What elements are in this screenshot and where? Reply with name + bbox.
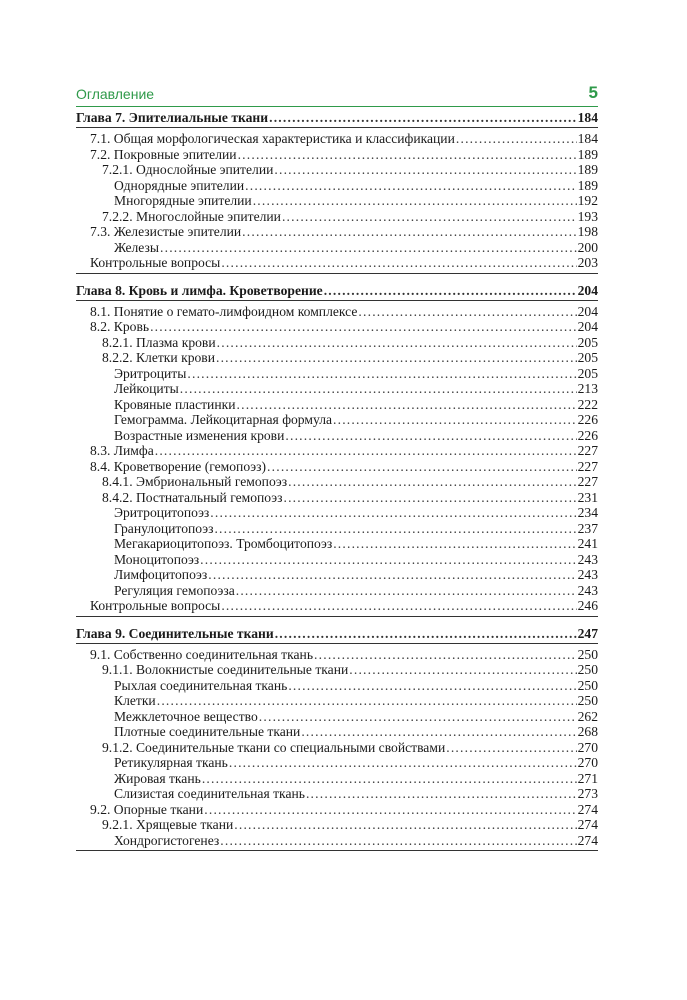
dot-leader <box>157 693 577 709</box>
toc-entry-title: Железы <box>114 239 160 255</box>
chapter-section <box>76 109 598 274</box>
toc-entry-title: 8.1. Понятие о гемато-лимфоидном комплексе <box>90 303 358 319</box>
toc-entry-title: 7.3. Железистые эпителии <box>90 224 242 239</box>
toc-page-number: 192 <box>577 193 598 208</box>
toc-entry[interactable] <box>76 678 598 694</box>
toc-page-number: 205 <box>577 350 598 365</box>
toc-entry[interactable] <box>76 209 598 225</box>
toc-page-number: 250 <box>577 646 598 662</box>
toc-entry[interactable] <box>76 490 598 506</box>
toc-page-number: 184 <box>577 110 598 125</box>
toc-entry-title: Межклеточное вещество <box>114 708 258 724</box>
toc-page-number: 271 <box>577 770 598 786</box>
toc-entry[interactable] <box>76 428 598 444</box>
toc-entry-title: Слизистая соединительная ткань <box>114 786 305 801</box>
toc-entry-title: Мегакариоцитопоэз. Тромбоцитопоэз <box>114 536 333 551</box>
toc-entry[interactable] <box>76 350 598 366</box>
dot-leader <box>285 428 576 444</box>
toc-entry-title: Гранулоцитопоэз <box>114 520 214 536</box>
dot-leader <box>282 209 577 225</box>
toc-entry[interactable] <box>76 366 598 382</box>
toc-entry-title: 9.1. Собственно соединительная ткань <box>90 646 314 662</box>
toc-page-number: 250 <box>577 662 598 677</box>
toc-entry[interactable] <box>76 381 598 397</box>
dot-leader <box>150 319 577 335</box>
toc-page-number: 270 <box>577 739 598 755</box>
dot-leader <box>288 678 576 694</box>
toc-page-number: 205 <box>577 365 598 381</box>
toc-page-number: 243 <box>577 567 598 582</box>
toc-entry[interactable] <box>76 304 598 320</box>
dot-leader <box>237 397 577 413</box>
header-divider <box>76 106 598 107</box>
dot-leader <box>187 366 576 382</box>
dot-leader <box>274 162 576 178</box>
dot-leader <box>202 771 577 787</box>
toc-page-number: 198 <box>577 224 598 239</box>
table-of-contents <box>76 109 598 851</box>
toc-page-number: 274 <box>577 801 598 817</box>
toc-entry[interactable] <box>76 693 598 709</box>
dot-leader <box>314 647 577 663</box>
dot-leader <box>155 443 577 459</box>
toc-page-number: 227 <box>577 458 598 474</box>
toc-page-number: 262 <box>577 708 598 724</box>
toc-page-number: 246 <box>577 598 598 613</box>
dot-leader <box>200 552 576 568</box>
toc-entry-title: 8.4. Кроветворение (гемопоэз) <box>90 458 267 474</box>
toc-page-number: 234 <box>577 505 598 520</box>
toc-entry[interactable] <box>76 397 598 413</box>
toc-entry[interactable] <box>76 412 598 428</box>
dot-leader <box>324 282 577 300</box>
toc-entry-title: Многорядные эпителии <box>114 193 252 208</box>
toc-entry[interactable] <box>76 240 598 256</box>
toc-entry-title: Рыхлая соединительная ткань <box>114 677 288 693</box>
toc-entry-title: 7.2. Покровные эпителии <box>90 146 237 162</box>
toc-entry[interactable] <box>76 567 598 583</box>
toc-entry-title: Лейкоциты <box>114 381 179 396</box>
dot-leader <box>269 109 577 127</box>
toc-page-number: 273 <box>577 786 598 801</box>
dot-leader <box>301 724 576 740</box>
chapter-section <box>76 625 598 852</box>
toc-entry-title: Клетки <box>114 693 156 708</box>
toc-entry[interactable] <box>76 724 598 740</box>
chapter-entries <box>76 300 598 616</box>
toc-entry-title: Кровяные пластинки <box>114 396 236 412</box>
dot-leader <box>221 255 576 271</box>
toc-entry-title: 8.3. Лимфа <box>90 443 154 458</box>
running-head-title: Оглавление <box>76 86 155 102</box>
toc-entry[interactable] <box>76 771 598 787</box>
toc-page-number: 184 <box>577 131 598 146</box>
dot-leader <box>349 662 576 678</box>
toc-entry[interactable] <box>76 319 598 335</box>
toc-entry-title: Регуляция гемопоэза <box>114 582 235 598</box>
toc-entry[interactable] <box>76 505 598 521</box>
toc-entry[interactable] <box>76 786 598 802</box>
toc-entry-title: Жировая ткань <box>114 770 201 786</box>
toc-page-number: 237 <box>577 520 598 536</box>
toc-page-number: 243 <box>577 551 598 567</box>
chapter-heading[interactable] <box>76 625 598 643</box>
toc-entry[interactable] <box>76 255 598 271</box>
toc-page-number: 227 <box>577 474 598 489</box>
toc-entry[interactable] <box>76 583 598 599</box>
dot-leader <box>242 224 576 240</box>
dot-leader <box>259 709 577 725</box>
toc-page-number: 204 <box>577 319 598 334</box>
toc-entry-title: 8.2.1. Плазма крови <box>102 334 216 350</box>
dot-leader <box>238 147 577 163</box>
toc-entry-title: Контрольные вопросы <box>90 255 221 270</box>
toc-page-number: 193 <box>577 208 598 224</box>
toc-entry-title: 8.4.1. Эмбриональный гемопоэз <box>102 474 288 489</box>
toc-entry[interactable] <box>76 131 598 147</box>
toc-entry[interactable] <box>76 755 598 771</box>
toc-entry[interactable] <box>76 224 598 240</box>
toc-entry-title: 8.2. Кровь <box>90 319 150 334</box>
toc-entry-title: Глава 9. Соединительные ткани <box>76 625 274 641</box>
toc-page-number: 205 <box>577 334 598 350</box>
toc-page-number: 250 <box>577 693 598 708</box>
dot-leader <box>275 625 577 643</box>
toc-page-number: 227 <box>577 443 598 458</box>
toc-entry-title: 9.2.1. Хрящевые ткани <box>102 817 234 832</box>
toc-entry-title: 9.1.2. Соединительные ткани со специальными свойствами <box>102 739 446 755</box>
toc-page-number: 243 <box>577 582 598 598</box>
toc-entry[interactable] <box>76 817 598 833</box>
dot-leader <box>236 583 577 599</box>
dot-leader <box>229 755 577 771</box>
toc-entry-title: Контрольные вопросы <box>90 598 221 613</box>
toc-entry[interactable] <box>76 459 598 475</box>
chapter-section <box>76 282 598 617</box>
toc-entry-title: 8.4.2. Постнатальный гемопоэз <box>102 489 283 505</box>
toc-page-number: 189 <box>577 162 598 177</box>
toc-entry[interactable] <box>76 709 598 725</box>
toc-entry-title: 8.2.2. Клетки крови <box>102 350 215 365</box>
toc-page-number: 222 <box>577 396 598 412</box>
dot-leader <box>214 521 576 537</box>
chapter-heading[interactable] <box>76 282 598 300</box>
toc-page-number: 231 <box>577 489 598 505</box>
chapter-entries <box>76 127 598 273</box>
toc-entry-title: Глава 7. Эпителиальные ткани <box>76 110 269 125</box>
toc-entry-title: Глава 8. Кровь и лимфа. Кроветворение <box>76 282 323 298</box>
toc-entry-title: Хондрогистогенез <box>114 832 220 848</box>
chapter-entries <box>76 643 598 851</box>
toc-entry[interactable] <box>76 474 598 490</box>
toc-page-number: 200 <box>577 239 598 255</box>
toc-entry[interactable] <box>76 662 598 678</box>
toc-entry-title: Лимфоцитопоэз <box>114 567 208 582</box>
toc-page-number: 226 <box>577 412 598 427</box>
toc-entry[interactable] <box>76 335 598 351</box>
toc-page-number: 274 <box>577 817 598 832</box>
toc-entry[interactable] <box>76 162 598 178</box>
dot-leader <box>253 193 577 209</box>
toc-entry[interactable] <box>76 647 598 663</box>
dot-leader <box>245 178 576 194</box>
toc-entry[interactable] <box>76 552 598 568</box>
chapter-heading[interactable] <box>76 109 598 127</box>
toc-entry[interactable] <box>76 147 598 163</box>
toc-page-number: 274 <box>577 832 598 848</box>
toc-entry-title: Гемограмма. Лейкоцитарная формула <box>114 412 333 427</box>
dot-leader <box>180 381 577 397</box>
toc-page-number: 204 <box>577 282 598 298</box>
page-number: 5 <box>588 83 598 102</box>
toc-entry-title: 9.1.1. Волокнистые соединительные ткани <box>102 662 349 677</box>
toc-page-number: 189 <box>577 177 598 193</box>
toc-page-number: 203 <box>577 255 598 270</box>
toc-entry-title: 7.1. Общая морфологическая характеристика и классификации <box>90 131 455 146</box>
toc-entry[interactable] <box>76 443 598 459</box>
dot-leader <box>160 240 577 256</box>
dot-leader <box>221 598 576 614</box>
dot-leader <box>333 412 577 428</box>
toc-page-number: 204 <box>577 303 598 319</box>
toc-entry-title: Эритроцитопоэз <box>114 505 210 520</box>
dot-leader <box>267 459 577 475</box>
toc-entry[interactable] <box>76 598 598 614</box>
toc-entry-title: Плотные соединительные ткани <box>114 724 301 739</box>
dot-leader <box>288 474 577 490</box>
dot-leader <box>217 335 577 351</box>
toc-page-number: 189 <box>577 146 598 162</box>
toc-entry-title: 9.2. Опорные ткани <box>90 801 204 817</box>
dot-leader <box>204 802 576 818</box>
dot-leader <box>456 131 577 147</box>
toc-entry[interactable] <box>76 536 598 552</box>
dot-leader <box>446 740 576 756</box>
toc-entry-title: Ретикулярная ткань <box>114 755 228 770</box>
toc-entry-title: 7.2.1. Однослойные эпителии <box>102 162 274 177</box>
toc-entry[interactable] <box>76 833 598 849</box>
dot-leader <box>220 833 576 849</box>
toc-page-number: 268 <box>577 724 598 739</box>
dot-leader <box>216 350 577 366</box>
toc-entry-title: Однорядные эпителии <box>114 177 245 193</box>
toc-entry[interactable] <box>76 193 598 209</box>
dot-leader <box>208 567 576 583</box>
page-header <box>76 84 598 104</box>
dot-leader <box>283 490 576 506</box>
toc-entry[interactable] <box>76 178 598 194</box>
toc-page-number: 241 <box>577 536 598 551</box>
toc-page-number: 213 <box>577 381 598 396</box>
toc-page-number: 226 <box>577 427 598 443</box>
toc-page-number: 270 <box>577 755 598 770</box>
dot-leader <box>306 786 577 802</box>
toc-page-number: 250 <box>577 677 598 693</box>
toc-page-number: 247 <box>577 625 598 641</box>
toc-entry-title: Моноцитопоэз <box>114 551 200 567</box>
dot-leader <box>234 817 576 833</box>
toc-entry[interactable] <box>76 802 598 818</box>
toc-entry[interactable] <box>76 740 598 756</box>
dot-leader <box>358 304 576 320</box>
toc-entry-title: Возрастные изменения крови <box>114 427 285 443</box>
toc-entry-title: 7.2.2. Многослойные эпителии <box>102 208 281 224</box>
toc-entry-title: Эритроциты <box>114 365 187 381</box>
toc-entry[interactable] <box>76 521 598 537</box>
dot-leader <box>333 536 576 552</box>
dot-leader <box>210 505 576 521</box>
